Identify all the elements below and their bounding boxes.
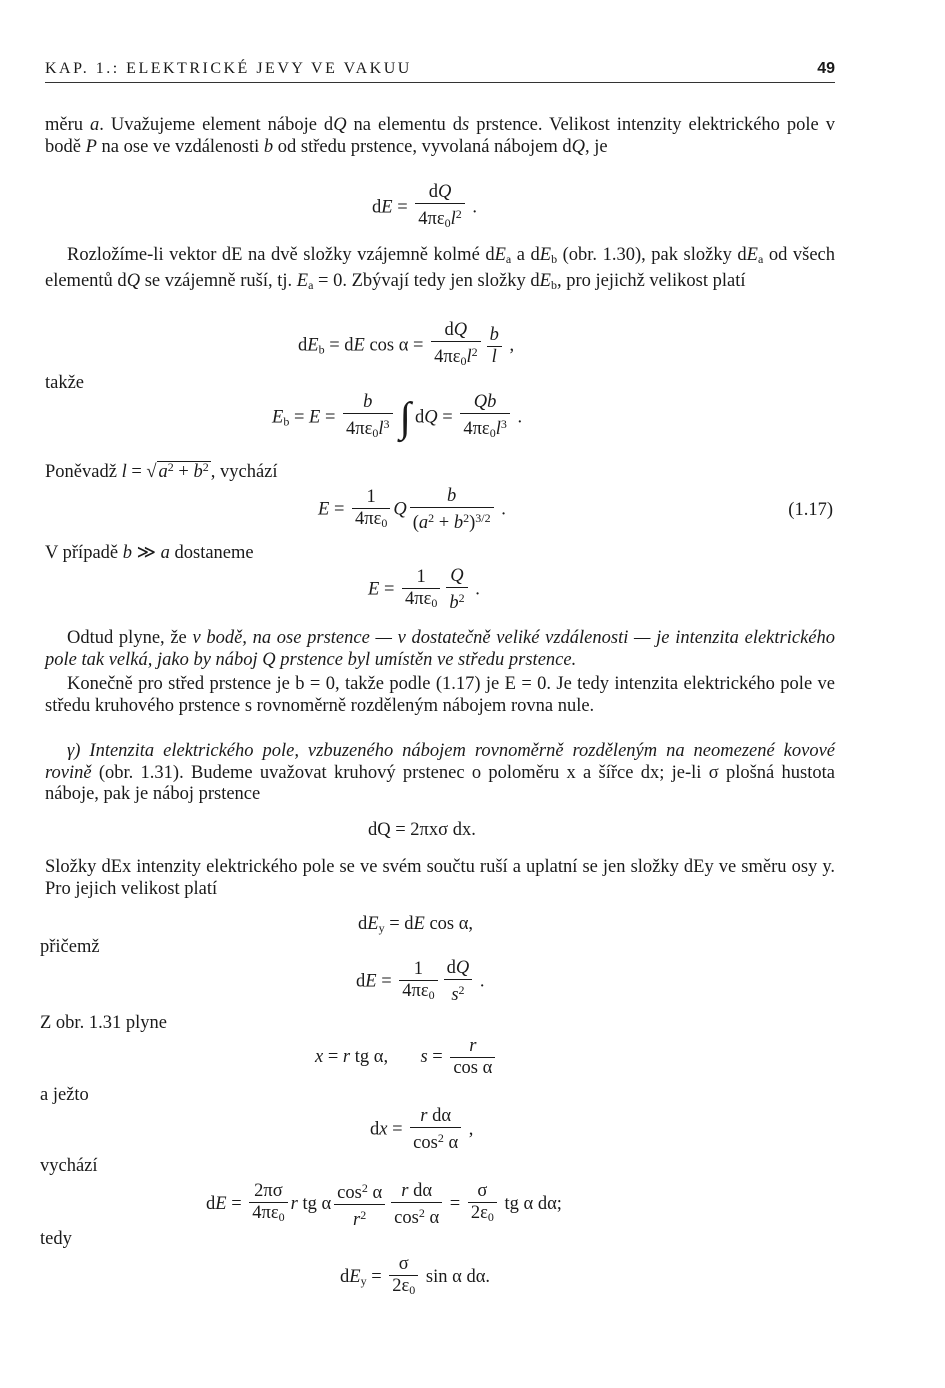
equation-dq-ring: dQ = 2πxσ dx. [368,820,476,840]
text-tedy: tedy [40,1229,72,1249]
text-vychazi: vychází [40,1156,98,1176]
equation-de-full: dE = $\frac{2\pi\sigma}{4\pi\varepsilon_0}$ r tg α $\frac{\cos^2 \alpha}{r^2}$ $\frac{\text{r dα}}{\cos^2 \alpha}$ = $\frac{\sigma}{2\varepsilon_0}$ tg α dα; [206,1178,562,1231]
page-number: 49 [817,60,835,77]
equation-eb-integral: $E_b = E$ = $\frac{b}{4\pi\varepsilon_0l^3}$ ∫ dQ = $\frac{Qb}{4\pi\varepsilon_0l^3}$ . [272,392,523,441]
text-ponevadz: Poněvadž l = √ $a^2 + b^2$ , vychází [45,460,278,482]
equation-x-s: x = r tg α, s = $\frac{r}{\text{cos α}}$ [315,1036,498,1079]
text-vpripade: V případě b ≫ a dostaneme [45,543,254,563]
equation-far-field: E = $\frac{1}{4\pi\varepsilon_0}$ $\frac{Q}{b^2}$ . [368,566,480,613]
text-zobr: Z obr. 1.31 plyne [40,1013,167,1033]
equation-de-s: dE = $\frac{1}{4\pi\varepsilon_0}$ $\frac{dQ}{s^2}$ . [356,958,485,1005]
equation-de: dE = $\frac{dQ}{4\pi\varepsilon_0l^2}$ . [372,182,477,230]
paragraph-gamma: γ) Intenzita elektrického pole, vzbuzeného nábojem rovnoměrně rozděleným na neomezené kovové rovině (obr. 1.31). Budeme uvažovat kruhový prstenec o poloměru x a šířce dx; je-li σ plošná hustota náboje, pak je náboj prstence [45,741,835,804]
paragraph-odtud: Odtud plyne, že v bodě, na ose prstence — v dostatečně veliké vzdálenosti — je intenzita elektrického pole tak velká, jako by náboj Q prstence byl umístěn ve středu prstence. [45,628,835,670]
paragraph-decompose: Rozložíme-li vektor dE na dvě složky vzájemně kolmé $dE_a$ a $dE_b$ (obr. 1.30), pak složky $dE_a$ od všech elementů dQ se vzájemně ruší, tj. $E_a = 0$. Zbývají tedy jen složky $dE_b$, pro jejichž velikost platí [45,245,835,292]
running-header [45,60,835,83]
chapter-title: KAP. 1.: ELEKTRICKÉ JEVY VE VAKUU [45,60,412,77]
equation-dey: $dE_y$ = dE cos α, [358,914,474,935]
equation-number: (1.17) [788,500,833,520]
paragraph-slozky: Složky dEx intenzity elektrického pole se ve svém součtu ruší a uplatní se jen složky dEy ve směru osy y. Pro jejich velikost platí [45,857,835,899]
equation-dey-final: $dE_y$ = $\frac{\sigma}{2\varepsilon_0}$ sin α dα. [340,1254,491,1297]
paragraph-konecne: Konečně pro střed prstence je b = 0, takže podle (1.17) je E = 0. Je tedy intenzita elektrického pole ve středu kruhového prstence s rovnoměrně rozděleným nábojem rovna nule. [45,674,835,716]
text-pricemz: přičemž [40,937,100,957]
paragraph-intro: měru a. Uvažujeme element náboje dQ na elementu ds prstence. Velikost intenzity elektrického pole v bodě P na ose ve vzdálenosti b od středu prstence, vyvolaná nábojem dQ, je [45,115,835,157]
text-takze: takže [45,373,85,393]
equation-deb: $dE_b$ = dE cos α = $\frac{dQ}{4\pi\varepsilon_0l^2}$ $\frac{b}{l}$ , [298,320,515,368]
equation-dx: dx = $\frac{\text{r dα}}{\cos^2 \alpha}$ , [370,1106,474,1153]
text-ajezto: a ježto [40,1085,89,1105]
equation-1-17: E = $\frac{1}{4\pi\varepsilon_0}$ Q $\frac{b}{(a^2 + b^2)^{3/2}}$ . [318,486,506,533]
